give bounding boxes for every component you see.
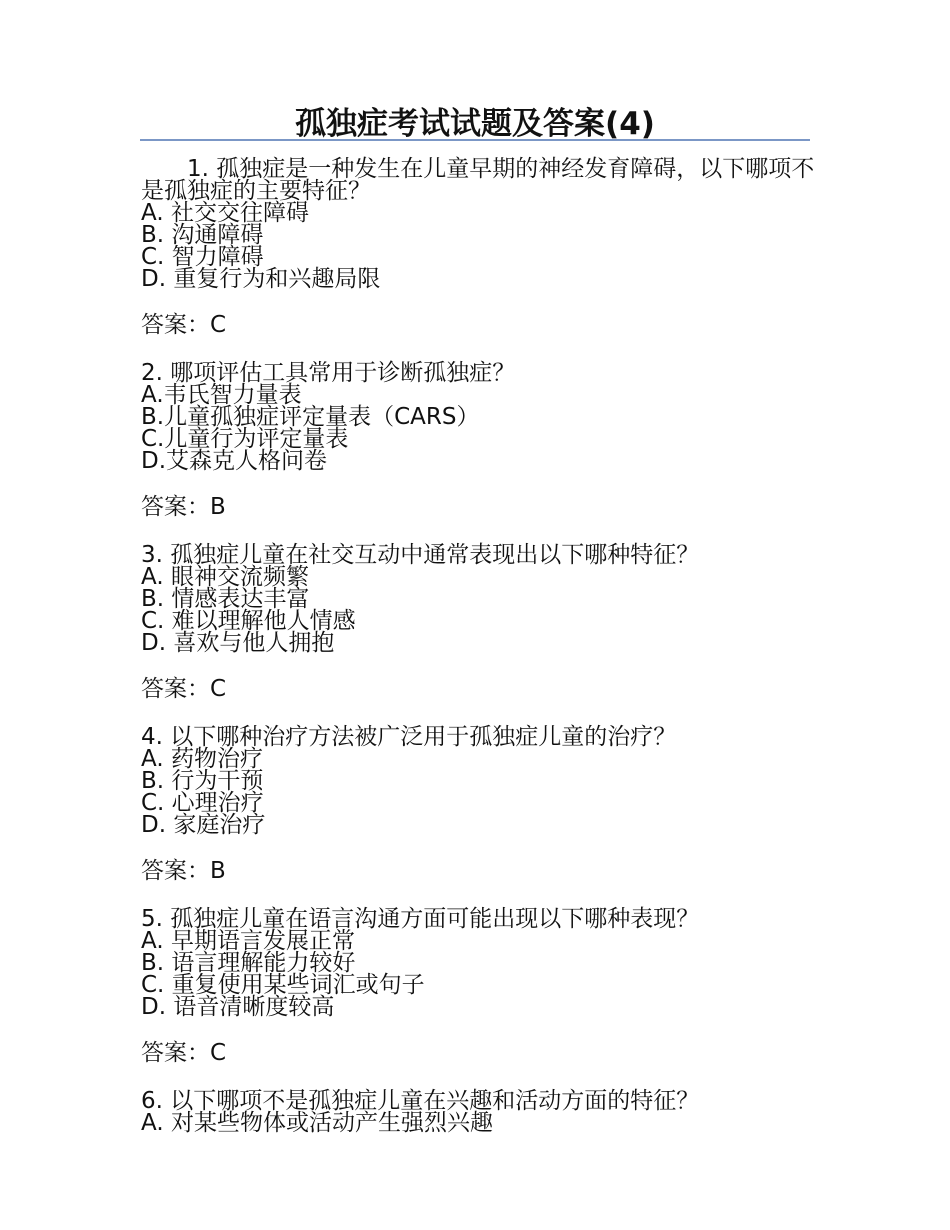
option-c: C. 难以理解他人情感 <box>141 608 356 634</box>
question-text: 2. 哪项评估工具常用于诊断孤独症？ <box>141 360 516 386</box>
page-title: 孤独症考试试题及答案(4) <box>295 106 655 142</box>
option-b: B. 语言理解能力较好 <box>141 950 356 976</box>
answer-text: 答案：C <box>141 676 227 702</box>
option-d: D. 喜欢与他人拥抱 <box>141 630 335 656</box>
option-c: C. 智力障碍 <box>141 244 264 270</box>
option-a: A. 药物治疗 <box>141 746 263 772</box>
option-c: C.儿童行为评定量表 <box>141 426 349 452</box>
question-4 <box>141 726 816 886</box>
option-d: D.艾森克人格问卷 <box>141 448 328 474</box>
question-1 <box>141 158 816 340</box>
answer-text: 答案：C <box>141 1040 227 1066</box>
option-d: D. 家庭治疗 <box>141 812 266 838</box>
question-text: 1. 孤独症是一种发生在儿童早期的神经发育障碍，以下哪项不是孤独症的主要特征？ <box>141 156 815 204</box>
question-2 <box>141 362 816 522</box>
answer-text: 答案：C <box>141 312 227 338</box>
question-6 <box>141 1090 816 1134</box>
question-text: 4. 以下哪种治疗方法被广泛用于孤独症儿童的治疗？ <box>141 724 677 750</box>
question-text: 3. 孤独症儿童在社交互动中通常表现出以下哪种特征？ <box>141 542 700 568</box>
question-list <box>141 158 816 1134</box>
answer-text: 答案：B <box>141 858 226 884</box>
option-c: C. 重复使用某些词汇或句子 <box>141 972 425 998</box>
option-c: C. 心理治疗 <box>141 790 264 816</box>
question-5 <box>141 908 816 1068</box>
answer-text: 答案：B <box>141 494 226 520</box>
question-text: 6. 以下哪项不是孤独症儿童在兴趣和活动方面的特征？ <box>141 1088 700 1114</box>
option-a: A. 对某些物体或活动产生强烈兴趣 <box>141 1110 493 1136</box>
option-b: B. 沟通障碍 <box>141 222 264 248</box>
option-b: B.儿童孤独症评定量表（CARS） <box>141 404 480 430</box>
option-b: B. 行为干预 <box>141 768 264 794</box>
question-text: 5. 孤独症儿童在语言沟通方面可能出现以下哪种表现？ <box>141 906 700 932</box>
option-a: A. 早期语言发展正常 <box>141 928 355 954</box>
question-3 <box>141 544 816 704</box>
option-b: B. 情感表达丰富 <box>141 586 310 612</box>
option-a: A. 眼神交流频繁 <box>141 564 309 590</box>
option-a: A. 社交交往障碍 <box>141 200 309 226</box>
option-d: D. 重复行为和兴趣局限 <box>141 266 381 292</box>
option-a: A.韦氏智力量表 <box>141 382 302 408</box>
title-underline <box>140 139 810 141</box>
option-d: D. 语音清晰度较高 <box>141 994 335 1020</box>
